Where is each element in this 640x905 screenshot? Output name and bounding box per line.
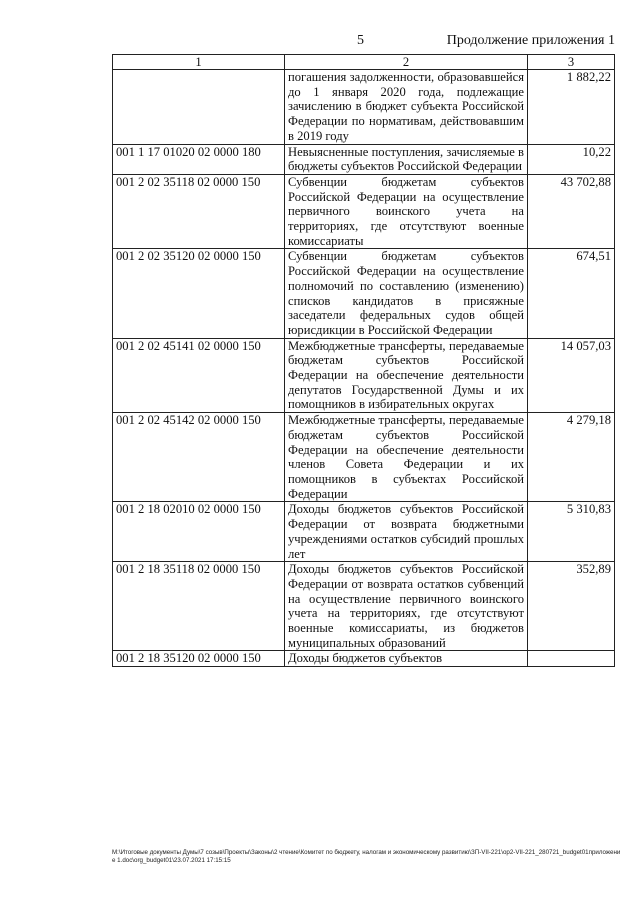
- income-description: Межбюджетные трансферты, передаваемые бюджетам субъектов Российской Федерации на обеспечение деятельности членов Совета Федерации и их помощников в субъектах Российской Федерации: [285, 413, 528, 502]
- table-row: [113, 413, 615, 502]
- amount: 674,51: [528, 249, 615, 338]
- amount: 14 057,03: [528, 338, 615, 413]
- income-description: Межбюджетные трансферты, передаваемые бюджетам субъектов Российской Федерации на обеспечение деятельности депутатов Государственной Думы и их помощников в избирательных округах: [285, 338, 528, 413]
- amount: 352,89: [528, 562, 615, 651]
- income-description: Доходы бюджетов субъектов Российской Федерации от возврата бюджетными учреждениями остатков субсидий прошлых лет: [285, 502, 528, 562]
- table-row: [113, 651, 615, 667]
- table-row: [113, 70, 615, 145]
- table-row: [113, 562, 615, 651]
- table-row: [113, 249, 615, 338]
- amount: [528, 651, 615, 667]
- classification-code: 001 2 18 02010 02 0000 150: [113, 502, 285, 562]
- column-header-3: 3: [528, 55, 615, 70]
- amount: 5 310,83: [528, 502, 615, 562]
- table-row: [113, 502, 615, 562]
- table-body: [113, 70, 615, 667]
- income-description: Невыясненные поступления, зачисляемые в бюджеты субъектов Российской Федерации: [285, 144, 528, 174]
- income-description: погашения задолженности, образовавшейся до 1 января 2020 года, подлежащие зачислению в бюджет субъекта Российской Федерации по нормативам, действовавшим в 2019 году: [285, 70, 528, 145]
- page-number: 5: [357, 33, 364, 48]
- budget-table: [112, 54, 615, 667]
- continuation-label: Продолжение приложения 1: [446, 33, 615, 48]
- table-row: [113, 174, 615, 249]
- classification-code: 001 1 17 01020 02 0000 180: [113, 144, 285, 174]
- amount: 4 279,18: [528, 413, 615, 502]
- amount: 1 882,22: [528, 70, 615, 145]
- income-description: Доходы бюджетов субъектов Российской Федерации от возврата остатков субвенций на осуществление первичного воинского учета на территориях, где отсутствуют военные комиссариаты, из бюджетов муниципальных образований: [285, 562, 528, 651]
- file-path-footer: M:\Итоговые документы Думы\7 созыв\Проекты\Законы\2 чтение\Комитет по бюджету, налогам и экономическому развитию\ЗП-VII-221\op2-VII-221_280721_budget01приложение 1.doc\org_budget01\23.07.2021 17:15:15: [112, 849, 621, 864]
- classification-code: 001 2 02 45141 02 0000 150: [113, 338, 285, 413]
- classification-code: 001 2 02 35118 02 0000 150: [113, 174, 285, 249]
- header-row: [113, 55, 615, 70]
- income-description: Субвенции бюджетам субъектов Российской Федерации на осуществление первичного воинского учета на территориях, где отсутствуют военные комиссариаты: [285, 174, 528, 249]
- table-header: [113, 55, 615, 70]
- classification-code: 001 2 18 35118 02 0000 150: [113, 562, 285, 651]
- income-description: Субвенции бюджетам субъектов Российской Федерации на осуществление полномочий по составлению (изменению) списков кандидатов в присяжные заседатели федеральных судов общей юрисдикции в Российской Федерации: [285, 249, 528, 338]
- column-header-1: 1: [113, 55, 285, 70]
- amount: 43 702,88: [528, 174, 615, 249]
- amount: 10,22: [528, 144, 615, 174]
- income-description: Доходы бюджетов субъектов: [285, 651, 528, 667]
- classification-code: [113, 70, 285, 145]
- classification-code: 001 2 02 45142 02 0000 150: [113, 413, 285, 502]
- table-row: [113, 338, 615, 413]
- classification-code: 001 2 18 35120 02 0000 150: [113, 651, 285, 667]
- classification-code: 001 2 02 35120 02 0000 150: [113, 249, 285, 338]
- column-header-2: 2: [285, 55, 528, 70]
- table-row: [113, 144, 615, 174]
